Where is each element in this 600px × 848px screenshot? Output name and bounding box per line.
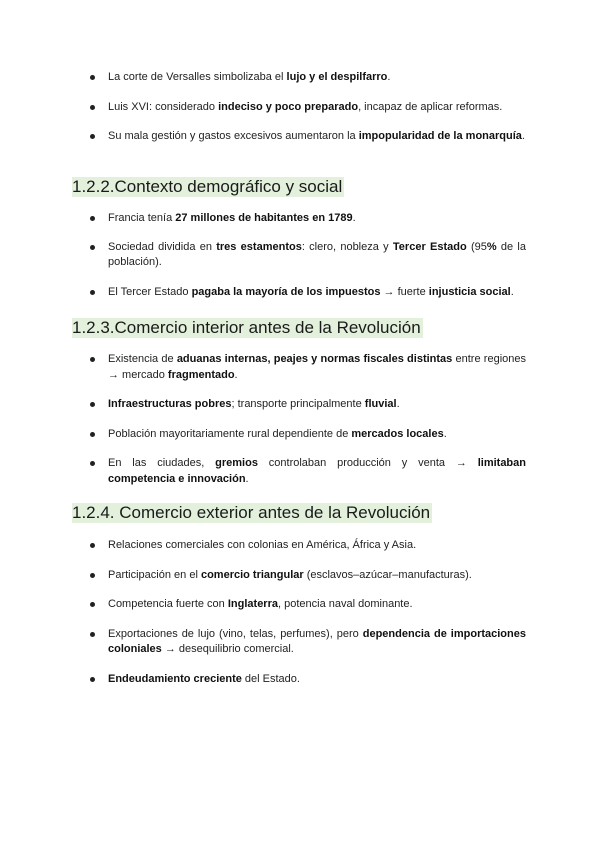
bullet-list (0, 352, 600, 487)
text-run: → fuerte (380, 285, 429, 298)
bold-text: fluvial (364, 398, 397, 410)
bullet-icon (90, 677, 95, 682)
text-run: . (387, 71, 391, 83)
bold-text: limitaban competencia e innovación (108, 457, 526, 485)
text-run: Relaciones comerciales con colonias en América, África y Asia. (108, 539, 417, 551)
list-item (108, 352, 526, 383)
text-run: controlaban producción y venta → (257, 457, 478, 469)
bullet-icon (90, 245, 95, 250)
bullet-icon (90, 543, 95, 548)
text-run: . (245, 472, 249, 485)
list-item (108, 240, 526, 271)
list-item (108, 397, 526, 413)
text-run: El Tercer Estado (108, 285, 192, 298)
bold-text: injusticia social (428, 285, 511, 298)
bullet-icon (90, 290, 95, 295)
section-heading: 1.2.2.Contexto demográfico y social (72, 177, 343, 196)
bold-text: tres estamentos (216, 240, 302, 253)
bold-text: pagaba la mayoría de los impuestos (191, 285, 381, 298)
list-item (108, 211, 526, 227)
bullet-icon (90, 75, 95, 80)
text-run: . (352, 212, 356, 224)
text-run: del Estado. (241, 672, 300, 685)
bullet-icon (90, 357, 95, 362)
bullet-icon (90, 461, 95, 466)
text-run: Su mala gestión y gastos excesivos aumentaron la (108, 130, 359, 142)
list-item (108, 568, 526, 584)
text-run: → desequilibrio comercial. (161, 643, 294, 655)
list-item (108, 597, 526, 613)
list-item (108, 100, 526, 116)
bold-text: indeciso y poco preparado (218, 100, 359, 113)
text-run: En las ciudades, (108, 457, 216, 469)
bold-text: comercio triangular (200, 568, 304, 581)
text-run: , incapaz de aplicar reformas. (358, 100, 503, 113)
bold-text: dependencia de importaciones coloniales (108, 627, 526, 655)
text-run: Exportaciones de lujo (vino, telas, perfumes), pero (108, 627, 363, 640)
bullet-icon (90, 105, 95, 110)
section-heading: 1.2.3.Comercio interior antes de la Revolución (72, 318, 421, 337)
bold-text: Tercer Estado (392, 240, 467, 253)
bullet-icon (90, 134, 95, 139)
text-run: Población mayoritariamente rural dependiente de (108, 427, 352, 440)
bullet-icon (90, 602, 95, 607)
bold-text: 27 millones de habitantes en 1789 (175, 212, 353, 224)
bullet-icon (90, 216, 95, 221)
text-run: Competencia fuerte con (108, 598, 228, 610)
text-run: . (510, 285, 514, 298)
section-heading: 1.2.4. Comercio exterior antes de la Revolución (72, 503, 431, 522)
bold-text: mercados locales (351, 427, 444, 440)
list-item (108, 627, 526, 658)
text-run: de la población). (108, 240, 526, 268)
text-run: : clero, nobleza y (301, 240, 393, 253)
text-run: . (234, 368, 238, 381)
section-comercio-exterior (0, 503, 600, 687)
bullet-icon (90, 432, 95, 437)
text-run: ; transporte principalmente (231, 398, 365, 410)
text-run: . (521, 130, 525, 142)
text-run: Participación en el (108, 568, 201, 581)
text-run: (esclavos–azúcar–manufacturas). (303, 568, 472, 581)
list-item (108, 427, 526, 443)
text-run: . (396, 398, 400, 410)
bold-text: Endeudamiento creciente (108, 672, 242, 685)
bullet-icon (90, 402, 95, 407)
bold-text: % (486, 240, 497, 253)
list-item (108, 70, 526, 86)
bullet-icon (90, 632, 95, 637)
text-run: Sociedad dividida en (108, 240, 217, 253)
text-run: . (443, 427, 447, 440)
bullet-list (0, 211, 600, 300)
text-run: Francia tenía (108, 212, 176, 224)
bullet-icon (90, 573, 95, 578)
bold-text: Inglaterra (227, 598, 278, 610)
list-item (108, 129, 526, 145)
text-run: entre regiones → mercado (108, 353, 526, 381)
text-run: Luis XVI: considerado (108, 100, 219, 113)
text-run: La corte de Versalles simbolizaba el (108, 71, 287, 83)
text-run: (95 (466, 240, 487, 253)
bold-text: fragmentado (167, 368, 235, 381)
section-demografico (0, 177, 600, 300)
bold-text: aduanas internas, peajes y normas fiscales distintas (176, 353, 453, 365)
list-item (108, 672, 526, 688)
list-item (108, 285, 526, 301)
text-run: Existencia de (108, 353, 177, 365)
list-item (108, 538, 526, 554)
bold-text: Infraestructuras pobres (108, 398, 232, 410)
text-run: , potencia naval dominante. (278, 598, 413, 610)
bold-text: gremios (215, 457, 258, 469)
bold-text: lujo y el despilfarro (286, 71, 388, 83)
section-comercio-interior (0, 318, 600, 487)
bullet-list (0, 70, 600, 145)
bold-text: impopularidad de la monarquía (358, 130, 522, 142)
bullet-list (0, 538, 600, 687)
section-corte (0, 70, 600, 145)
list-item (108, 456, 526, 487)
